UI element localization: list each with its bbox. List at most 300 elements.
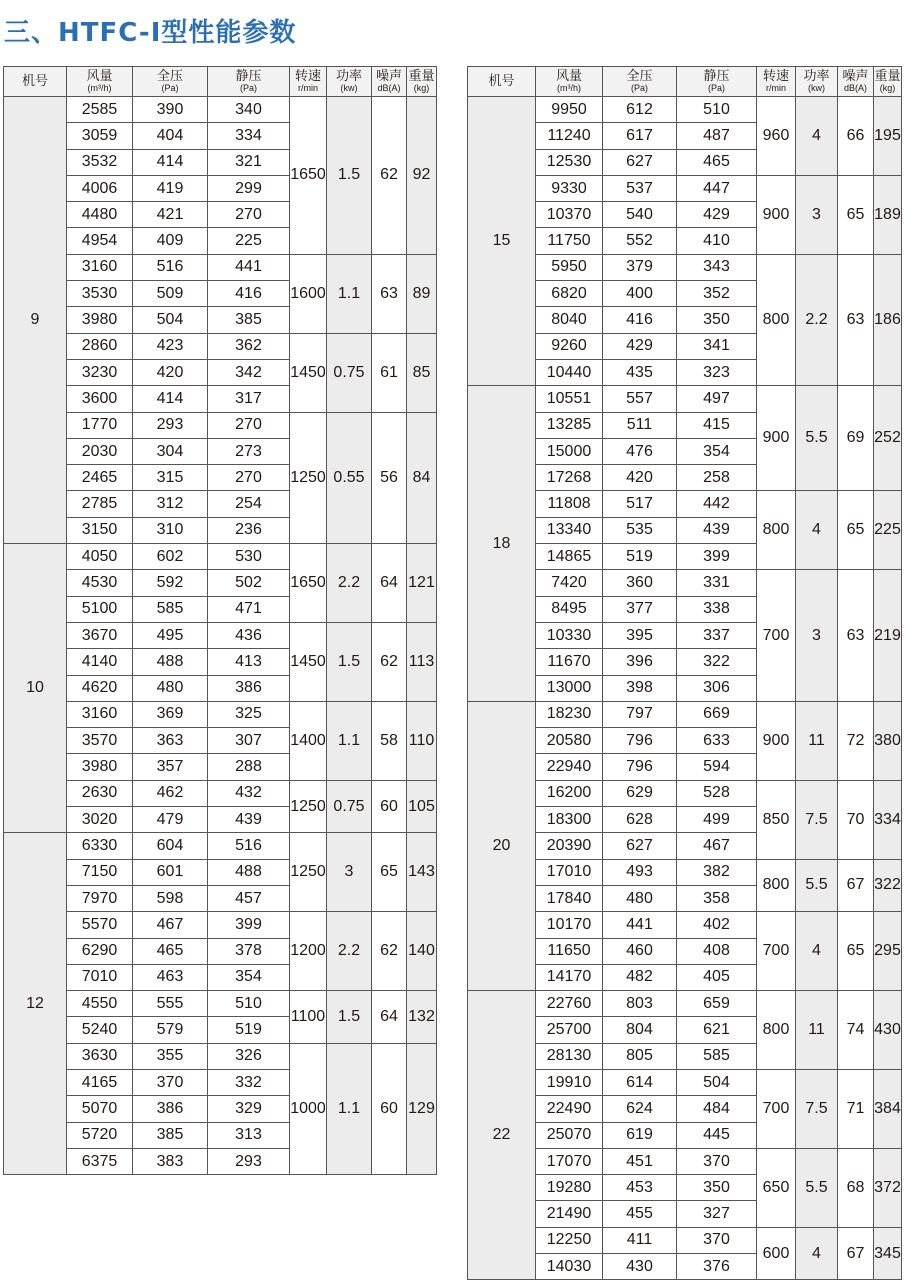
cell-static-pressure: 306 (677, 675, 757, 701)
cell-airflow: 12530 (536, 149, 603, 175)
cell-total-pressure: 363 (133, 728, 208, 754)
spec-table-right (467, 66, 902, 1280)
cell-noise: 60 (372, 780, 407, 833)
cell-total-pressure: 360 (603, 570, 677, 596)
cell-power: 5.5 (796, 1148, 838, 1227)
cell-total-pressure: 629 (603, 780, 677, 806)
cell-airflow: 9260 (536, 333, 603, 359)
cell-static-pressure: 467 (677, 833, 757, 859)
cell-static-pressure: 329 (208, 1096, 290, 1122)
cell-static-pressure: 410 (677, 228, 757, 254)
cell-total-pressure: 480 (133, 675, 208, 701)
cell-noise: 61 (372, 333, 407, 412)
cell-static-pressure: 585 (677, 1043, 757, 1069)
cell-static-pressure: 471 (208, 596, 290, 622)
cell-power: 3 (327, 833, 372, 912)
cell-total-pressure: 312 (133, 491, 208, 517)
cell-static-pressure: 487 (677, 123, 757, 149)
cell-noise: 69 (838, 386, 874, 491)
cell-static-pressure: 358 (677, 885, 757, 911)
header-airflow (536, 67, 603, 97)
cell-total-pressure: 805 (603, 1043, 677, 1069)
cell-airflow: 3670 (67, 622, 133, 648)
cell-static-pressure: 354 (208, 964, 290, 990)
header-unit: (kg) (879, 83, 896, 93)
cell-weight: 295 (874, 912, 902, 991)
cell-total-pressure: 400 (603, 281, 677, 307)
table-row (468, 991, 902, 1017)
header-unit: (Pa) (630, 83, 648, 93)
cell-power: 3 (796, 570, 838, 701)
cell-total-pressure: 429 (603, 333, 677, 359)
cell-airflow: 3532 (67, 149, 133, 175)
cell-total-pressure: 612 (603, 97, 677, 123)
cell-static-pressure: 370 (677, 1148, 757, 1174)
cell-weight: 322 (874, 859, 902, 912)
cell-static-pressure: 442 (677, 491, 757, 517)
cell-static-pressure: 436 (208, 622, 290, 648)
table-row (4, 254, 437, 280)
cell-total-pressure: 398 (603, 675, 677, 701)
cell-weight: 89 (407, 254, 437, 333)
cell-static-pressure: 338 (677, 596, 757, 622)
cell-airflow: 4140 (67, 649, 133, 675)
header-weight (407, 67, 437, 97)
cell-speed: 1400 (290, 701, 327, 780)
cell-airflow: 22940 (536, 754, 603, 780)
cell-airflow: 2585 (67, 97, 133, 123)
cell-weight: 384 (874, 1069, 902, 1148)
cell-airflow: 3630 (67, 1043, 133, 1069)
cell-static-pressure: 354 (677, 438, 757, 464)
cell-airflow: 4165 (67, 1069, 133, 1095)
cell-static-pressure: 293 (208, 1148, 290, 1174)
cell-total-pressure: 409 (133, 228, 208, 254)
table-row (4, 412, 437, 438)
cell-noise: 65 (838, 491, 874, 570)
cell-noise: 68 (838, 1148, 874, 1227)
cell-airflow: 3530 (67, 281, 133, 307)
cell-static-pressure: 510 (677, 97, 757, 123)
cell-airflow: 5950 (536, 254, 603, 280)
header-airflow (67, 67, 133, 97)
cell-speed: 700 (757, 1069, 796, 1148)
cell-total-pressure: 598 (133, 885, 208, 911)
cell-power: 0.55 (327, 412, 372, 543)
cell-airflow: 17070 (536, 1148, 603, 1174)
cell-total-pressure: 628 (603, 807, 677, 833)
header-label: 机号 (21, 74, 48, 89)
cell-noise: 60 (372, 1043, 407, 1174)
cell-total-pressure: 420 (603, 465, 677, 491)
cell-noise: 72 (838, 701, 874, 780)
cell-airflow: 17268 (536, 465, 603, 491)
cell-static-pressure: 429 (677, 202, 757, 228)
cell-static-pressure: 504 (677, 1069, 757, 1095)
cell-static-pressure: 340 (208, 97, 290, 123)
cell-static-pressure: 370 (677, 1227, 757, 1253)
cell-static-pressure: 447 (677, 175, 757, 201)
cell-noise: 65 (838, 175, 874, 254)
cell-speed: 800 (757, 991, 796, 1070)
cell-power: 1.5 (327, 97, 372, 255)
cell-airflow: 13000 (536, 675, 603, 701)
cell-speed: 800 (757, 491, 796, 570)
cell-airflow: 10551 (536, 386, 603, 412)
cell-total-pressure: 411 (603, 1227, 677, 1253)
cell-airflow: 1770 (67, 412, 133, 438)
cell-airflow: 11750 (536, 228, 603, 254)
cell-airflow: 8495 (536, 596, 603, 622)
cell-total-pressure: 310 (133, 517, 208, 543)
cell-static-pressure: 258 (677, 465, 757, 491)
header-label: 静压 (235, 69, 262, 84)
cell-airflow: 4550 (67, 991, 133, 1017)
cell-power: 2.2 (796, 254, 838, 385)
cell-model: 15 (468, 97, 536, 386)
cell-total-pressure: 509 (133, 281, 208, 307)
cell-total-pressure: 423 (133, 333, 208, 359)
cell-total-pressure: 519 (603, 544, 677, 570)
cell-total-pressure: 419 (133, 175, 208, 201)
cell-total-pressure: 592 (133, 570, 208, 596)
header-unit: (m³/h) (87, 83, 112, 93)
cell-power: 5.5 (796, 859, 838, 912)
cell-total-pressure: 796 (603, 754, 677, 780)
header-unit: (Pa) (161, 83, 179, 93)
cell-total-pressure: 511 (603, 412, 677, 438)
header-label: 重量 (874, 69, 901, 84)
cell-noise: 64 (372, 991, 407, 1044)
cell-airflow: 21490 (536, 1201, 603, 1227)
cell-airflow: 6330 (67, 833, 133, 859)
cell-static-pressure: 415 (677, 412, 757, 438)
cell-power: 0.75 (327, 780, 372, 833)
cell-static-pressure: 465 (677, 149, 757, 175)
cell-power: 5.5 (796, 386, 838, 491)
cell-airflow: 14170 (536, 964, 603, 990)
cell-weight: 129 (407, 1043, 437, 1174)
cell-model: 22 (468, 991, 536, 1280)
header-row (4, 67, 437, 97)
header-total-pressure (133, 67, 208, 97)
cell-total-pressure: 535 (603, 517, 677, 543)
cell-airflow: 10170 (536, 912, 603, 938)
cell-static-pressure: 659 (677, 991, 757, 1017)
cell-static-pressure: 325 (208, 701, 290, 727)
cell-airflow: 4954 (67, 228, 133, 254)
cell-airflow: 3160 (67, 254, 133, 280)
cell-model: 9 (4, 97, 67, 544)
table-row (468, 701, 902, 727)
cell-static-pressure: 378 (208, 938, 290, 964)
cell-total-pressure: 430 (603, 1254, 677, 1280)
cell-total-pressure: 585 (133, 596, 208, 622)
cell-noise: 65 (372, 833, 407, 912)
cell-power: 4 (796, 1227, 838, 1280)
cell-airflow: 5720 (67, 1122, 133, 1148)
header-unit: r/min (298, 83, 318, 93)
cell-weight: 430 (874, 991, 902, 1070)
header-weight (874, 67, 902, 97)
cell-airflow: 4530 (67, 570, 133, 596)
cell-total-pressure: 480 (603, 885, 677, 911)
cell-airflow: 11240 (536, 123, 603, 149)
header-label: 静压 (703, 69, 730, 84)
cell-speed: 1250 (290, 780, 327, 833)
cell-total-pressure: 517 (603, 491, 677, 517)
cell-airflow: 3020 (67, 807, 133, 833)
cell-noise: 62 (372, 622, 407, 701)
cell-total-pressure: 357 (133, 754, 208, 780)
cell-weight: 345 (874, 1227, 902, 1280)
cell-total-pressure: 416 (603, 307, 677, 333)
cell-power: 3 (796, 175, 838, 254)
cell-airflow: 11650 (536, 938, 603, 964)
cell-airflow: 6820 (536, 281, 603, 307)
cell-airflow: 2785 (67, 491, 133, 517)
cell-speed: 960 (757, 97, 796, 176)
cell-static-pressure: 399 (208, 912, 290, 938)
cell-power: 11 (796, 701, 838, 780)
cell-total-pressure: 395 (603, 622, 677, 648)
cell-static-pressure: 385 (208, 307, 290, 333)
cell-airflow: 3570 (67, 728, 133, 754)
cell-speed: 800 (757, 859, 796, 912)
cell-total-pressure: 619 (603, 1122, 677, 1148)
cell-airflow: 20580 (536, 728, 603, 754)
cell-static-pressure: 439 (208, 807, 290, 833)
cell-total-pressure: 420 (133, 359, 208, 385)
cell-weight: 380 (874, 701, 902, 780)
cell-speed: 1450 (290, 622, 327, 701)
cell-total-pressure: 488 (133, 649, 208, 675)
cell-total-pressure: 803 (603, 991, 677, 1017)
cell-total-pressure: 463 (133, 964, 208, 990)
cell-power: 1.1 (327, 701, 372, 780)
cell-airflow: 3150 (67, 517, 133, 543)
cell-speed: 900 (757, 175, 796, 254)
cell-airflow: 14030 (536, 1254, 603, 1280)
cell-airflow: 6290 (67, 938, 133, 964)
cell-speed: 1600 (290, 254, 327, 333)
cell-total-pressure: 601 (133, 859, 208, 885)
cell-static-pressure: 270 (208, 202, 290, 228)
header-total-pressure (603, 67, 677, 97)
cell-static-pressure: 331 (677, 570, 757, 596)
cell-power: 1.5 (327, 991, 372, 1044)
cell-power: 4 (796, 912, 838, 991)
header-speed (290, 67, 327, 97)
cell-static-pressure: 341 (677, 333, 757, 359)
cell-airflow: 3059 (67, 123, 133, 149)
cell-static-pressure: 342 (208, 359, 290, 385)
cell-static-pressure: 416 (208, 281, 290, 307)
header-model (468, 67, 536, 97)
header-unit: r/min (766, 83, 786, 93)
cell-static-pressure: 382 (677, 859, 757, 885)
cell-airflow: 7420 (536, 570, 603, 596)
cell-airflow: 5100 (67, 596, 133, 622)
header-row (468, 67, 902, 97)
cell-weight: 225 (874, 491, 902, 570)
cell-total-pressure: 552 (603, 228, 677, 254)
cell-airflow: 3230 (67, 359, 133, 385)
cell-airflow: 18230 (536, 701, 603, 727)
cell-total-pressure: 355 (133, 1043, 208, 1069)
cell-weight: 132 (407, 991, 437, 1044)
cell-power: 1.1 (327, 1043, 372, 1174)
cell-noise: 58 (372, 701, 407, 780)
cell-total-pressure: 624 (603, 1096, 677, 1122)
header-label: 功率 (803, 69, 830, 84)
cell-static-pressure: 225 (208, 228, 290, 254)
table-row (4, 701, 437, 727)
cell-static-pressure: 307 (208, 728, 290, 754)
cell-airflow: 17840 (536, 885, 603, 911)
cell-static-pressure: 343 (677, 254, 757, 280)
cell-static-pressure: 439 (677, 517, 757, 543)
table-row (4, 622, 437, 648)
cell-speed: 700 (757, 570, 796, 701)
cell-static-pressure: 502 (208, 570, 290, 596)
cell-static-pressure: 270 (208, 412, 290, 438)
cell-airflow: 22490 (536, 1096, 603, 1122)
cell-noise: 56 (372, 412, 407, 543)
cell-speed: 900 (757, 701, 796, 780)
header-label: 转速 (294, 69, 321, 84)
cell-static-pressure: 621 (677, 1017, 757, 1043)
cell-total-pressure: 540 (603, 202, 677, 228)
header-label: 重量 (408, 69, 435, 84)
header-power (327, 67, 372, 97)
cell-airflow: 2630 (67, 780, 133, 806)
cell-airflow: 11808 (536, 491, 603, 517)
cell-total-pressure: 315 (133, 465, 208, 491)
cell-total-pressure: 441 (603, 912, 677, 938)
cell-airflow: 3160 (67, 701, 133, 727)
cell-total-pressure: 479 (133, 807, 208, 833)
cell-power: 7.5 (796, 780, 838, 859)
cell-weight: 105 (407, 780, 437, 833)
cell-airflow: 19910 (536, 1069, 603, 1095)
header-unit: (Pa) (707, 83, 725, 93)
cell-total-pressure: 435 (603, 359, 677, 385)
cell-noise: 70 (838, 780, 874, 859)
cell-speed: 1000 (290, 1043, 327, 1174)
cell-power: 2.2 (327, 912, 372, 991)
cell-model: 12 (4, 833, 67, 1175)
cell-static-pressure: 350 (677, 307, 757, 333)
cell-airflow: 10370 (536, 202, 603, 228)
table-row (4, 333, 437, 359)
cell-airflow: 20390 (536, 833, 603, 859)
cell-airflow: 15000 (536, 438, 603, 464)
cell-airflow: 25700 (536, 1017, 603, 1043)
header-label: 风量 (555, 69, 582, 84)
cell-airflow: 17010 (536, 859, 603, 885)
cell-total-pressure: 557 (603, 386, 677, 412)
cell-airflow: 7010 (67, 964, 133, 990)
cell-static-pressure: 386 (208, 675, 290, 701)
cell-weight: 140 (407, 912, 437, 991)
cell-speed: 1200 (290, 912, 327, 991)
cell-power: 4 (796, 491, 838, 570)
cell-total-pressure: 455 (603, 1201, 677, 1227)
cell-airflow: 9950 (536, 97, 603, 123)
cell-total-pressure: 796 (603, 728, 677, 754)
cell-airflow: 5070 (67, 1096, 133, 1122)
header-label: 机号 (488, 74, 515, 89)
header-unit: (kg) (413, 83, 430, 93)
cell-noise: 67 (838, 1227, 874, 1280)
cell-static-pressure: 399 (677, 544, 757, 570)
cell-static-pressure: 432 (208, 780, 290, 806)
header-static-pressure (208, 67, 290, 97)
cell-airflow: 13340 (536, 517, 603, 543)
cell-total-pressure: 451 (603, 1148, 677, 1174)
header-label: 风量 (86, 69, 113, 84)
header-label: 转速 (762, 69, 789, 84)
cell-airflow: 4480 (67, 202, 133, 228)
cell-total-pressure: 421 (133, 202, 208, 228)
cell-airflow: 3980 (67, 754, 133, 780)
page-title: 三、HTFC-Ⅰ型性能参数 (4, 18, 297, 48)
cell-static-pressure: 334 (208, 123, 290, 149)
cell-noise: 65 (838, 912, 874, 991)
cell-total-pressure: 386 (133, 1096, 208, 1122)
cell-speed: 1250 (290, 412, 327, 543)
cell-total-pressure: 414 (133, 149, 208, 175)
cell-speed: 1650 (290, 97, 327, 255)
cell-total-pressure: 465 (133, 938, 208, 964)
cell-static-pressure: 288 (208, 754, 290, 780)
cell-weight: 372 (874, 1148, 902, 1227)
table-row (4, 544, 437, 570)
cell-total-pressure: 460 (603, 938, 677, 964)
cell-weight: 113 (407, 622, 437, 701)
cell-static-pressure: 488 (208, 859, 290, 885)
cell-airflow: 2860 (67, 333, 133, 359)
cell-airflow: 19280 (536, 1175, 603, 1201)
cell-total-pressure: 462 (133, 780, 208, 806)
cell-total-pressure: 369 (133, 701, 208, 727)
cell-airflow: 6375 (67, 1148, 133, 1174)
cell-static-pressure: 254 (208, 491, 290, 517)
cell-airflow: 18300 (536, 807, 603, 833)
cell-power: 2.2 (327, 544, 372, 623)
cell-static-pressure: 273 (208, 438, 290, 464)
cell-static-pressure: 499 (677, 807, 757, 833)
cell-noise: 63 (372, 254, 407, 333)
cell-speed: 700 (757, 912, 796, 991)
cell-noise: 67 (838, 859, 874, 912)
cell-speed: 800 (757, 254, 796, 385)
cell-static-pressure: 236 (208, 517, 290, 543)
cell-static-pressure: 313 (208, 1122, 290, 1148)
header-speed (757, 67, 796, 97)
cell-static-pressure: 633 (677, 728, 757, 754)
cell-noise: 62 (372, 912, 407, 991)
cell-static-pressure: 528 (677, 780, 757, 806)
header-unit: (Pa) (239, 83, 257, 93)
cell-power: 7.5 (796, 1069, 838, 1148)
cell-total-pressure: 627 (603, 149, 677, 175)
cell-static-pressure: 352 (677, 281, 757, 307)
cell-airflow: 4050 (67, 544, 133, 570)
cell-static-pressure: 376 (677, 1254, 757, 1280)
cell-static-pressure: 322 (677, 649, 757, 675)
